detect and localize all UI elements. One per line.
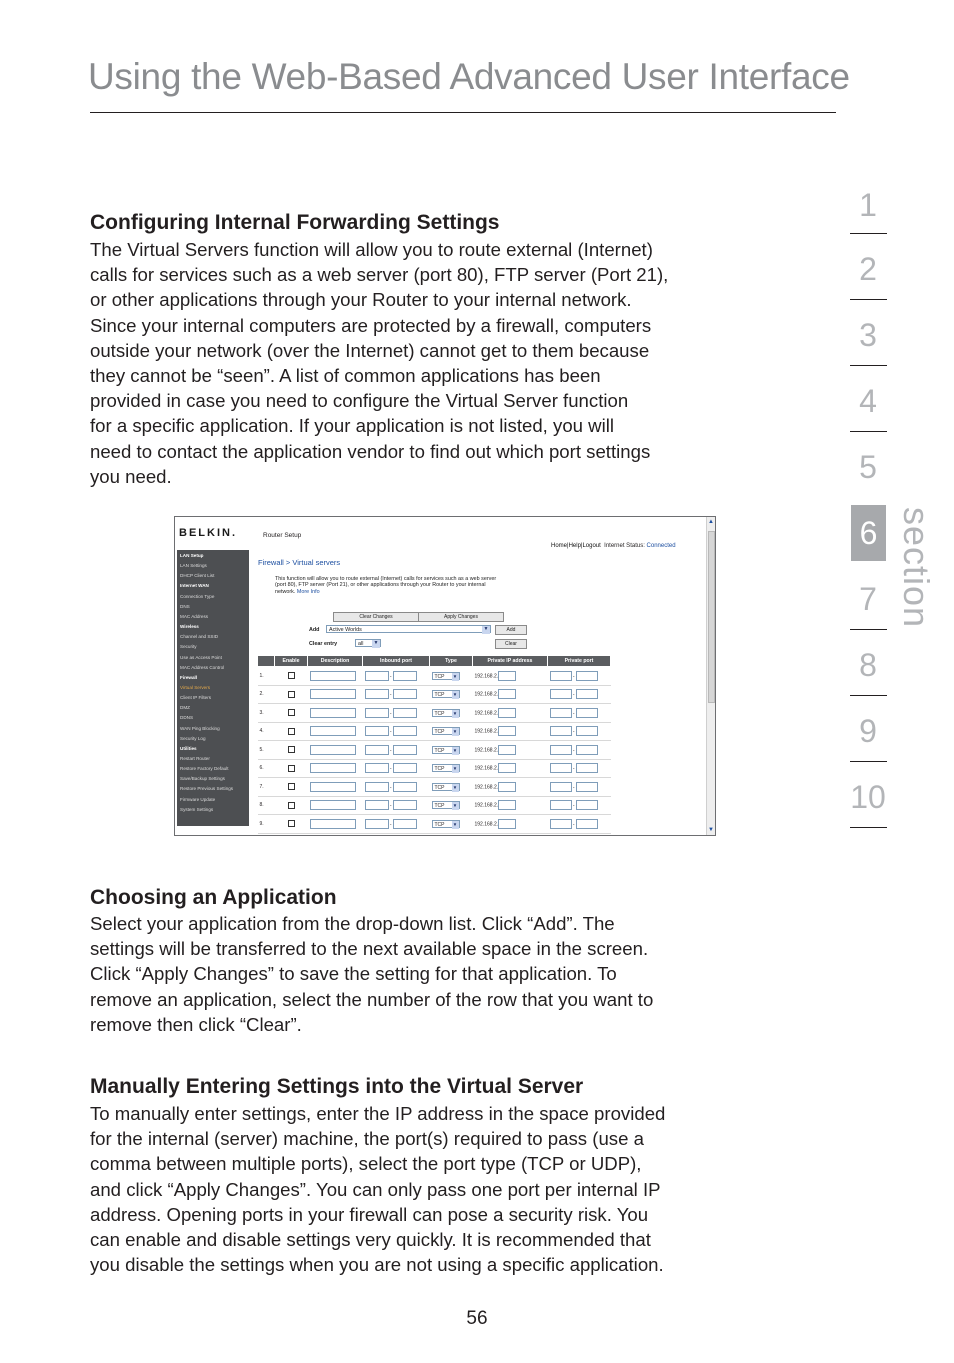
sidebar-item[interactable]: Restore Factory Default — [180, 766, 229, 772]
sidebar-item[interactable]: LAN Settings — [180, 563, 207, 569]
internet-status-label: Internet Status: — [604, 543, 645, 549]
private-port-end-input[interactable] — [576, 689, 598, 699]
sidebar-item[interactable]: DDNS — [180, 715, 194, 721]
type-cell — [430, 704, 473, 723]
heading-internal-forwarding: Configuring Internal Forwarding Settings — [90, 211, 500, 234]
router-screenshot — [174, 516, 716, 836]
scroll-thumb[interactable] — [708, 531, 715, 703]
private-port-end-input[interactable] — [576, 726, 598, 736]
sidebar-item[interactable]: Connection Type — [180, 593, 215, 599]
paragraph-line: you need. — [90, 465, 172, 487]
table-row — [258, 685, 611, 704]
clear-button[interactable]: Clear — [495, 639, 527, 649]
private-port-cell: - — [548, 796, 611, 815]
inbound-port-cell: - — [363, 722, 430, 741]
section-nav-number: 1 — [859, 187, 877, 223]
sidebar-heading: Utilities — [180, 745, 197, 751]
private-port-start-input[interactable] — [550, 708, 572, 718]
paragraph-line: The Virtual Servers function will allow you to route external (Internet) — [90, 239, 653, 260]
private-ip-cell — [473, 685, 548, 704]
description-cell — [308, 685, 363, 704]
type-cell — [430, 741, 473, 760]
clear-entry-label: Clear entry — [309, 641, 338, 647]
private-port-cell: - — [548, 722, 611, 741]
paragraph-line: can enable and disable settings very quickly. It is recommended that — [90, 1229, 651, 1251]
sidebar-item[interactable]: DHCP Client List — [180, 573, 215, 579]
section-nav-divider — [850, 233, 887, 234]
paragraph-line: or other applications through your Router to your internal network. — [90, 289, 632, 311]
type-select[interactable]: TCP ▼ — [432, 801, 460, 809]
chevron-down-icon: ▼ — [452, 803, 458, 809]
add-button[interactable]: Add — [495, 625, 527, 635]
section-nav-number: 5 — [859, 449, 877, 485]
inbound-port-end-input[interactable] — [393, 671, 417, 681]
sidebar-heading: Internet WAN — [180, 583, 209, 589]
paragraph-line: calls for services such as a web server (port 80), FTP server (Port 21), — [90, 264, 669, 286]
router-setup-label: Router Setup — [263, 532, 302, 539]
inbound-port-end-input[interactable] — [393, 782, 417, 792]
section-nav-active: 6 — [851, 505, 886, 561]
paragraph-line: provided in case you need to configure the Virtual Server function — [90, 390, 629, 412]
table-header-row — [258, 656, 611, 667]
sidebar-heading: Firewall — [180, 674, 198, 680]
inbound-port-start-input[interactable] — [365, 763, 389, 773]
heading-choosing-application: Choosing an Application — [90, 886, 337, 909]
private-port-end-input[interactable] — [576, 782, 598, 792]
paragraph-line: for a specific application. If your application is not listed, you will — [90, 415, 614, 437]
ip-last-octet-input[interactable] — [498, 671, 516, 681]
inbound-port-end-input[interactable] — [393, 819, 417, 829]
section-nav-number: 2 — [859, 251, 877, 287]
type-select[interactable]: TCP ▼ — [432, 783, 460, 791]
column-header: Inbound port — [363, 656, 430, 667]
ip-prefix: 192.168.2. — [474, 765, 499, 772]
private-ip-cell — [473, 741, 548, 760]
sidebar-heading: Wireless — [180, 624, 199, 630]
table-row — [258, 704, 611, 723]
router-intro-text: This function will allow you to route external (Internet) calls for services such as a web server (port 80), FTP server (Port 21), or other applications through your Router to your internal network. More Info — [275, 576, 497, 595]
inbound-port-start-input[interactable] — [365, 708, 389, 718]
paragraph-line: outside your network (over the Internet) cannot get to them because — [90, 339, 650, 361]
sidebar-item[interactable]: Virtual Servers — [180, 684, 211, 690]
sidebar-item[interactable]: Restart Router — [180, 756, 210, 761]
column-header: Description — [308, 656, 363, 667]
description-input[interactable] — [310, 689, 356, 699]
enable-checkbox[interactable] — [288, 728, 295, 735]
inbound-port-start-input[interactable] — [365, 671, 389, 681]
description-input[interactable] — [310, 800, 356, 810]
chevron-down-icon: ▼ — [452, 710, 458, 716]
section-nav-divider — [850, 365, 887, 366]
column-header: Private IP address — [473, 656, 548, 667]
enable-checkbox[interactable] — [288, 709, 295, 716]
scroll-up-icon[interactable]: ▲ — [708, 519, 714, 525]
inbound-port-cell: - — [363, 741, 430, 760]
paragraph-line: need to contact the application vendor to find out which port settings — [90, 440, 651, 462]
paragraph-manual-settings — [90, 1101, 802, 1277]
private-port-start-input[interactable] — [550, 800, 572, 810]
private-port-start-input[interactable] — [550, 726, 572, 736]
private-ip-cell — [473, 667, 548, 686]
inbound-port-cell: - — [363, 685, 430, 704]
description-cell — [308, 741, 363, 760]
section-nav-number: 8 — [859, 647, 877, 683]
title-divider — [90, 112, 836, 113]
description-input[interactable] — [310, 745, 356, 755]
inbound-port-cell: - — [363, 704, 430, 723]
section-nav-divider — [850, 761, 887, 762]
inbound-port-cell: - — [363, 815, 430, 834]
paragraph-line: they cannot be “seen”. A list of common applications has been — [90, 365, 601, 387]
section-nav-divider — [850, 827, 887, 828]
private-port-end-input[interactable] — [576, 763, 598, 773]
sidebar-item[interactable]: Restore Previous Settings — [180, 786, 234, 792]
ip-last-octet-input[interactable] — [498, 782, 516, 792]
paragraph-line: To manually enter settings, enter the IP address in the space provided — [90, 1103, 666, 1124]
section-label: section — [896, 507, 937, 629]
paragraph-line: Select your application from the drop-down list. Click “Add”. The — [90, 913, 615, 934]
row-number: 4. — [258, 722, 275, 741]
private-ip-cell — [473, 815, 548, 834]
enable-cell — [275, 759, 308, 778]
application-select[interactable]: Active Worlds ▼ — [326, 625, 491, 633]
row-number: 2. — [258, 685, 275, 704]
clear-changes-button[interactable]: Clear Changes — [333, 612, 419, 622]
description-cell — [308, 667, 363, 686]
description-cell — [308, 759, 363, 778]
table-row — [258, 778, 611, 797]
enable-cell — [275, 704, 308, 723]
paragraph-line: and click “Apply Changes”. You can only pass one port per internal IP — [90, 1178, 661, 1200]
inbound-port-cell: - — [363, 667, 430, 686]
private-port-start-input[interactable] — [550, 671, 572, 681]
type-select[interactable]: TCP ▼ — [432, 709, 460, 717]
inbound-port-end-input[interactable] — [393, 726, 417, 736]
section-nav-divider — [850, 695, 887, 696]
type-cell — [430, 778, 473, 797]
sidebar-item[interactable]: Security — [180, 644, 197, 650]
section-nav-divider — [850, 629, 887, 630]
ip-prefix: 192.168.2. — [474, 691, 499, 698]
ip-last-octet-input[interactable] — [498, 708, 516, 718]
description-input[interactable] — [310, 671, 356, 681]
private-port-end-input[interactable] — [576, 745, 598, 755]
chevron-down-icon: ▼ — [452, 766, 458, 772]
router-header — [175, 517, 707, 553]
description-input[interactable] — [310, 782, 356, 792]
row-number: 3. — [258, 704, 275, 723]
scrollbar[interactable] — [706, 517, 715, 835]
ip-prefix: 192.168.2. — [474, 673, 499, 680]
page-number: 56 — [466, 1308, 488, 1329]
type-cell — [430, 796, 473, 815]
inbound-port-end-input[interactable] — [393, 708, 417, 718]
section-nav-number: 10 — [850, 779, 886, 815]
breadcrumb: Firewall > Virtual servers — [258, 558, 341, 567]
chevron-down-icon: ▼ — [452, 821, 458, 827]
paragraph-line: comma between multiple ports), select the port type (TCP or UDP), — [90, 1153, 642, 1175]
table-row — [258, 741, 611, 760]
more-info-link[interactable]: More Info — [296, 588, 320, 595]
inbound-port-start-input[interactable] — [365, 782, 389, 792]
description-input[interactable] — [310, 763, 356, 773]
description-cell — [308, 722, 363, 741]
inbound-port-start-input[interactable] — [365, 819, 389, 829]
top-links — [551, 543, 676, 549]
inbound-port-cell: - — [363, 778, 430, 797]
description-cell — [308, 778, 363, 797]
paragraph-line: Click “Apply Changes” to save the setting for that application. To — [90, 963, 617, 985]
type-cell — [430, 685, 473, 704]
chevron-down-icon: ▼ — [452, 729, 458, 735]
ip-prefix: 192.168.2. — [474, 784, 499, 791]
description-input[interactable] — [310, 726, 356, 736]
enable-cell — [275, 815, 308, 834]
paragraph-line: address. Opening ports in your firewall can pose a security risk. You — [90, 1203, 649, 1225]
sidebar-item[interactable]: WAN Ping Blocking — [180, 725, 220, 731]
type-select[interactable]: TCP ▼ — [432, 672, 460, 680]
inbound-port-end-input[interactable] — [393, 689, 417, 699]
inbound-port-end-input[interactable] — [393, 745, 417, 755]
chevron-down-icon: ▼ — [452, 784, 458, 790]
enable-checkbox[interactable] — [288, 746, 295, 753]
paragraph-line: for the internal (server) machine, the port(s) required to pass (use a — [90, 1128, 644, 1150]
internet-status-value: Connected — [646, 543, 676, 549]
paragraph-line: you disable the settings when you are not using a specific application. — [90, 1254, 664, 1276]
sidebar-item[interactable]: Save/Backup Settings — [180, 776, 225, 782]
sidebar-item[interactable]: Firmware Update — [180, 796, 216, 802]
type-select[interactable]: TCP ▼ — [432, 820, 460, 828]
ip-last-octet-input[interactable] — [498, 689, 516, 699]
enable-cell — [275, 667, 308, 686]
scroll-down-icon[interactable]: ▼ — [708, 827, 714, 833]
enable-cell — [275, 778, 308, 797]
private-ip-cell — [473, 704, 548, 723]
row-number: 1. — [258, 667, 275, 686]
section-nav-divider — [850, 431, 887, 432]
row-number: 8. — [258, 796, 275, 815]
enable-checkbox[interactable] — [288, 672, 295, 679]
sidebar-item[interactable]: System Settings — [180, 806, 214, 812]
enable-checkbox[interactable] — [288, 802, 295, 809]
enable-cell — [275, 796, 308, 815]
chevron-down-icon: ▼ — [373, 640, 379, 646]
private-port-start-input[interactable] — [550, 782, 572, 792]
inbound-port-start-input[interactable] — [365, 745, 389, 755]
private-port-cell: - — [548, 815, 611, 834]
sidebar-item[interactable]: Security Log — [180, 735, 206, 741]
description-cell — [308, 796, 363, 815]
row-number: 6. — [258, 759, 275, 778]
type-select[interactable]: TCP ▼ — [432, 727, 460, 735]
enable-checkbox[interactable] — [288, 820, 295, 827]
enable-checkbox[interactable] — [288, 783, 295, 790]
column-header: Private port — [548, 656, 611, 667]
belkin-logo: BELKIN. — [179, 527, 237, 539]
private-port-start-input[interactable] — [550, 689, 572, 699]
paragraph-line: settings will be transferred to the next available space in the screen. — [90, 938, 649, 960]
ip-prefix: 192.168.2. — [474, 728, 499, 735]
sidebar-item[interactable]: MAC Address Control — [180, 664, 225, 670]
type-cell — [430, 815, 473, 834]
paragraph-line: Since your internal computers are protected by a firewall, computers — [90, 314, 652, 336]
add-label: Add — [309, 627, 320, 633]
sidebar-item[interactable]: DNS — [180, 603, 190, 609]
inbound-port-cell: - — [363, 759, 430, 778]
row-number: 9. — [258, 815, 275, 834]
sidebar-item[interactable]: Client IP Filters — [180, 695, 212, 701]
chevron-down-icon: ▼ — [452, 692, 458, 698]
private-port-cell: - — [548, 778, 611, 797]
clear-entry-select[interactable]: all ▼ — [355, 639, 381, 647]
private-port-end-input[interactable] — [576, 708, 598, 718]
enable-checkbox[interactable] — [288, 765, 295, 772]
chevron-down-icon: ▼ — [452, 673, 458, 679]
table-row — [258, 796, 611, 815]
table-row — [258, 722, 611, 741]
sidebar-item[interactable]: MAC Address — [180, 613, 209, 619]
paragraph-choosing-application — [90, 911, 802, 1037]
home-help-logout-links[interactable]: Home|Help|Logout — [551, 543, 601, 549]
table-row — [258, 759, 611, 778]
row-number: 7. — [258, 778, 275, 797]
enable-checkbox[interactable] — [288, 691, 295, 698]
paragraph-line: remove an application, select the number of the row that you want to — [90, 988, 654, 1010]
ip-prefix: 192.168.2. — [474, 747, 499, 754]
private-ip-cell — [473, 722, 548, 741]
paragraph-line: remove then click “Clear”. — [90, 1013, 302, 1035]
description-cell — [308, 815, 363, 834]
heading-manual-settings: Manually Entering Settings into the Virtual Server — [90, 1075, 584, 1098]
enable-cell — [275, 685, 308, 704]
ip-last-octet-input[interactable] — [498, 726, 516, 736]
section-nav-number: 9 — [859, 713, 877, 749]
ip-last-octet-input[interactable] — [498, 819, 516, 829]
type-cell — [430, 722, 473, 741]
ip-prefix: 192.168.2. — [474, 802, 499, 809]
apply-changes-button[interactable]: Apply Changes — [418, 612, 504, 622]
section-nav-number: 4 — [859, 383, 877, 419]
private-ip-cell — [473, 778, 548, 797]
private-port-start-input[interactable] — [550, 819, 572, 829]
private-port-cell: - — [548, 759, 611, 778]
type-cell — [430, 667, 473, 686]
row-number: 5. — [258, 741, 275, 760]
enable-cell — [275, 722, 308, 741]
private-port-cell: - — [548, 741, 611, 760]
ip-prefix: 192.168.2. — [474, 710, 499, 717]
private-port-end-input[interactable] — [576, 671, 598, 681]
private-port-start-input[interactable] — [550, 745, 572, 755]
chevron-down-icon: ▼ — [452, 747, 458, 753]
chevron-down-icon: ▼ — [483, 626, 489, 632]
sidebar-item[interactable]: Use as Access Point — [180, 654, 222, 660]
private-ip-cell — [473, 796, 548, 815]
description-input[interactable] — [310, 708, 356, 718]
ip-last-octet-input[interactable] — [498, 745, 516, 755]
type-select[interactable]: TCP ▼ — [432, 764, 460, 772]
paragraph-internal-forwarding — [90, 237, 802, 489]
inbound-port-start-input[interactable] — [365, 726, 389, 736]
virtual-servers-table — [257, 655, 611, 834]
section-nav-number: 7 — [859, 581, 877, 617]
type-select[interactable]: TCP ▼ — [432, 690, 460, 698]
row-number-header — [258, 656, 275, 667]
ip-last-octet-input[interactable] — [498, 763, 516, 773]
ip-last-octet-input[interactable] — [498, 800, 516, 810]
sidebar-item[interactable]: Channel and SSID — [180, 634, 219, 640]
private-port-cell: - — [548, 685, 611, 704]
table-row — [258, 667, 611, 686]
private-port-end-input[interactable] — [576, 800, 598, 810]
inbound-port-start-input[interactable] — [365, 689, 389, 699]
enable-cell — [275, 741, 308, 760]
inbound-port-end-input[interactable] — [393, 800, 417, 810]
section-nav-number: 3 — [859, 317, 877, 353]
inbound-port-cell: - — [363, 796, 430, 815]
description-cell — [308, 704, 363, 723]
column-header: Enable — [275, 656, 308, 667]
inbound-port-start-input[interactable] — [365, 800, 389, 810]
router-sidebar — [177, 550, 249, 826]
type-select[interactable]: TCP ▼ — [432, 746, 460, 754]
private-ip-cell — [473, 759, 548, 778]
section-nav-divider — [850, 299, 887, 300]
type-cell — [430, 759, 473, 778]
private-port-start-input[interactable] — [550, 763, 572, 773]
inbound-port-end-input[interactable] — [393, 763, 417, 773]
private-port-end-input[interactable] — [576, 819, 598, 829]
sidebar-heading: LAN Setup — [180, 553, 204, 558]
page-title: Using the Web-Based Advanced User Interface — [88, 56, 850, 97]
sidebar-item[interactable]: DMZ — [180, 705, 190, 711]
private-port-cell: - — [548, 704, 611, 723]
table-row — [258, 815, 611, 834]
private-port-cell: - — [548, 667, 611, 686]
column-header: Type — [430, 656, 473, 667]
ip-prefix: 192.168.2. — [474, 821, 499, 828]
description-input[interactable] — [310, 819, 356, 829]
